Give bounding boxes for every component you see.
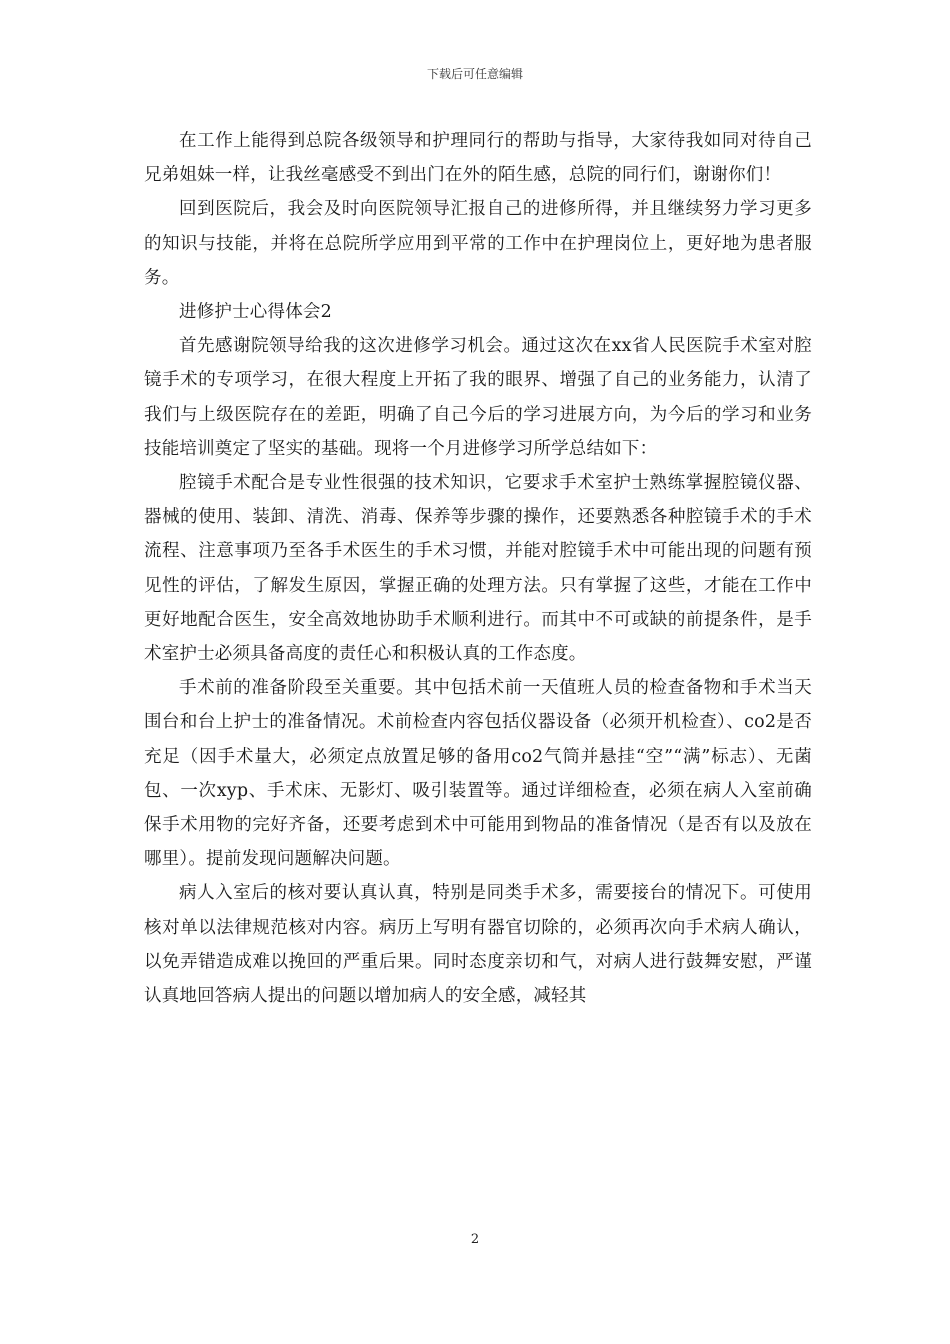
paragraph-preparation: 手术前的准备阶段至关重要。其中包括术前一天值班人员的检查备物和手术当天围台和台上护士的准备情况。术前检查内容包括仪器设备（必须开机检查）、co2是否充足（因手术量大，必须定点放置足够的备用co2气筒并悬挂“空”“满”标志）、无菌包、一次xyp、手术床、无影灯、吸引装置等。通过详细检查，必须在病人入室前确保手术用物的完好齐备，还要考虑到术中可能用到物品的准备情况（是否有以及放在哪里）。提前发现问题解决问题。 — [144, 678, 812, 870]
document-body — [144, 124, 812, 1013]
paragraph-return: 回到医院后，我会及时向医院领导汇报自己的进修所得，并且继续努力学习更多的知识与技能，并将在总院所学应用到平常的工作中在护理岗位上，更好地为患者服务。 — [144, 199, 812, 288]
paragraph-laparoscopy: 腔镜手术配合是专业性很强的技术知识，它要求手术室护士熟练掌握腔镜仪器、器械的使用、装卸、清洗、消毒、保养等步骤的操作，还要熟悉各种腔镜手术的手术流程、注意事项乃至各手术医生的手术习惯，并能对腔镜手术中可能出现的问题有预见性的评估，了解发生原因，掌握正确的处理方法。只有掌握了这些，才能在工作中更好地配合医生，安全高效地协助手术顺利进行。而其中不可或缺的前提条件，是手术室护士必须具备高度的责任心和积极认真的工作态度。 — [144, 473, 812, 665]
paragraph-thanks: 在工作上能得到总院各级领导和护理同行的帮助与指导，大家待我如同对待自己兄弟姐妹一样，让我丝毫感受不到出门在外的陌生感，总院的同行们，谢谢你们！ — [144, 131, 812, 186]
page-number: 2 — [470, 1232, 480, 1247]
section-title: 进修护士心得体会2 — [179, 302, 332, 323]
paragraph-verification: 病人入室后的核对要认真认真，特别是同类手术多，需要接台的情况下。可使用核对单以法律规范核对内容。病历上写明有器官切除的，必须再次向手术病人确认，以免弄错造成难以挽回的严重后果。同时态度亲切和气，对病人进行鼓舞安慰，严谨认真地回答病人提出的问题以增加病人的安全感，减轻其 — [144, 883, 812, 1007]
paragraph-intro: 首先感谢院领导给我的这次进修学习机会。通过这次在xx省人民医院手术室对腔镜手术的专项学习，在很大程度上开拓了我的眼界、增强了自己的业务能力，认清了我们与上级医院存在的差距，明确了自己今后的学习进展方向，为今后的学习和业务技能培训奠定了坚实的基础。现将一个月进修学习所学总结如下： — [144, 336, 812, 459]
page-header: 下载后可任意编辑 — [426, 67, 523, 81]
